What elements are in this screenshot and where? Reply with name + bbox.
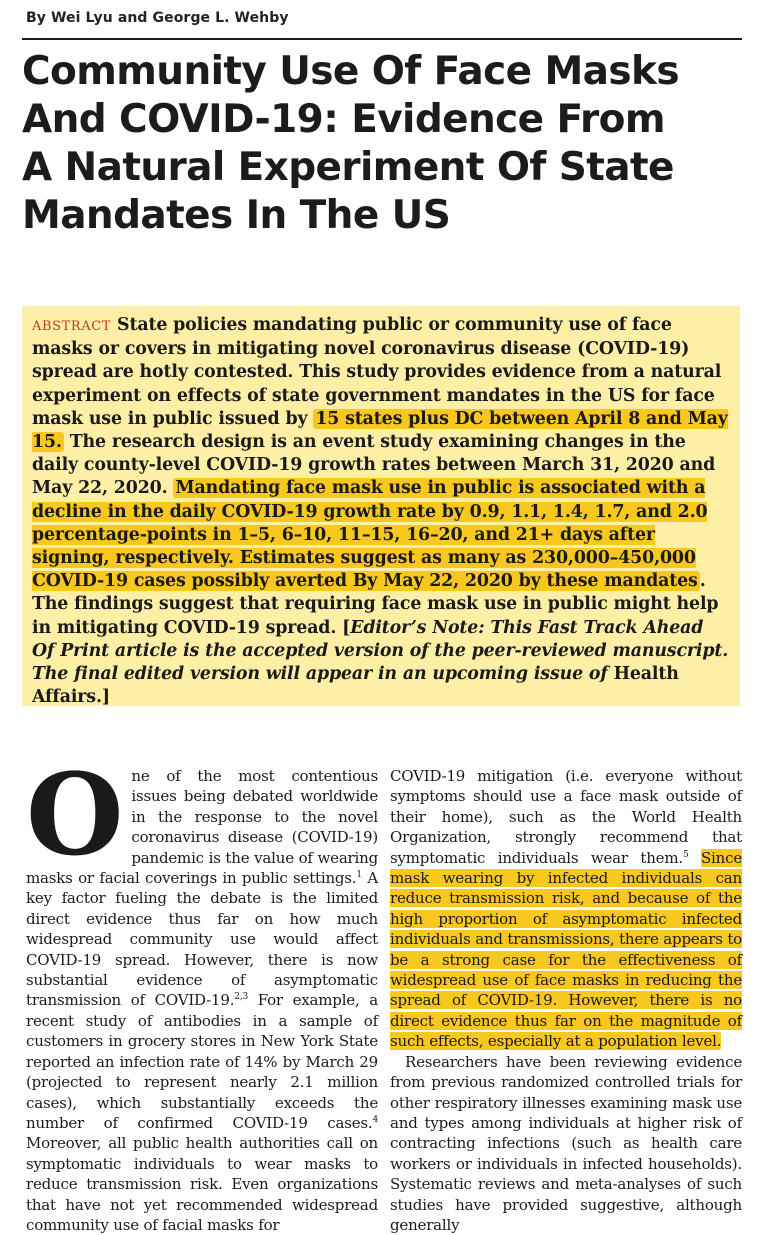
body-segment: ne of the most contentious issues being debated worldwide in the response to the novel coronavirus disease (COVID-19) pandemic is the value of wearing masks or facial coverings in public settings.	[26, 767, 378, 888]
body-column-left	[26, 750, 378, 1235]
byline: By Wei Lyu and George L. Wehby	[26, 10, 289, 26]
abstract-box	[22, 306, 740, 706]
reference-link[interactable]: 5	[682, 849, 689, 860]
header-rule	[22, 38, 742, 40]
body-highlight: Since mask wearing by infected individuals can reduce transmission risk, and because of the high proportion of asymptomatic infected individuals and transmissions, there appears to be a strong case for the effectiveness of widespread use of face masks in reducing the spread of COVID-19. However, there is no direct evidence thus far on the magnitude of such effects, especially at a population level.	[390, 848, 742, 1051]
editor-note: Editor’s Note: This Fast Track Ahead Of Print article is the accepted version of the peer-reviewed manuscript. The final edited version will appear in an upcoming issue of	[32, 617, 729, 685]
drop-cap: O	[26, 750, 124, 881]
body-segment: For example, a recent study of antibodies in a sample of customers in grocery stores in New York State reported an infection rate of 14% by March 29 (projected to represent nearly 2.1 million cases), which substantially exceeds the number of confirmed COVID-19 cases.	[26, 991, 378, 1132]
reference-link[interactable]: 4	[372, 1114, 378, 1125]
abstract-segment: . The findings suggest that requiring face mask use in public might help in mitigating COVID-19 spread. [	[32, 571, 719, 638]
abstract-label: ABSTRACT	[32, 319, 112, 334]
journal-name: Health Affairs	[32, 664, 679, 708]
reference-link[interactable]: 2,3	[234, 992, 249, 1003]
abstract-highlight: Mandating face mask use in public is associated with a decline in the daily COVID-19 growth rate by 0.9, 1.1, 1.4, 1.7, and 2.0 percentage-points in 1–5, 6–10, 11–15, 16–20, and 21+ days after signing, respectively. Estimates suggest as many as 230,000–450,000 COVID-19 cases possibly averted By May 22, 2020 by these mandates	[32, 478, 708, 592]
abstract-segment: State policies mandating public or community use of face masks or covers in mitigating novel coronavirus disease (COVID-19) spread are hotly contested. This study provides evidence from a natural experiment on effects of state government mandates in the US for face mask use in public issued by	[32, 315, 722, 429]
body-paragraph	[390, 766, 742, 1052]
title-line: And COVID-19: Evidence From	[22, 97, 665, 142]
body-paragraph	[26, 750, 378, 1235]
abstract-text	[32, 314, 730, 709]
body-segment: Moreover, all public health authorities call on symptomatic individuals to wear masks to reduce transmission risk. Even organizations that have not yet recommended widespread community use of facial masks for	[26, 1134, 378, 1234]
body-segment: COVID-19 mitigation (i.e. everyone without symptoms should use a face mask outside of their home), such as the World Health Organization, strongly recommend that symptomatic individuals wear them.	[390, 767, 742, 867]
article-title	[22, 48, 742, 240]
body-column-right	[390, 766, 742, 1235]
title-line: Community Use Of Face Masks	[22, 49, 679, 94]
body-paragraph: Researchers have been reviewing evidence from previous randomized controlled trials for other respiratory illnesses examining mask use and types among individuals at higher risk of contracting infections (such as health care workers or individuals in infected households). Systematic reviews and meta-analyses of such studies have provided suggestive, although generally	[390, 1052, 742, 1234]
abstract-segment: The research design is an event study examining changes in the daily county-level COVID-19 growth rates between March 31, 2020 and May 22, 2020.	[32, 432, 716, 499]
title-line: Mandates In The US	[22, 193, 451, 238]
title-line: A Natural Experiment Of State	[22, 145, 674, 190]
reference-link[interactable]: 1	[356, 870, 362, 881]
abstract-highlight: 15 states plus DC between April 8 and May 15.	[32, 408, 728, 453]
abstract-segment: .]	[95, 687, 110, 708]
body-segment: A key factor fueling the debate is the limited direct evidence thus far on how much widespread community use would affect COVID-19 spread. However, there is now substantial evidence of asymptomatic transmission of COVID-19.	[26, 869, 378, 1010]
